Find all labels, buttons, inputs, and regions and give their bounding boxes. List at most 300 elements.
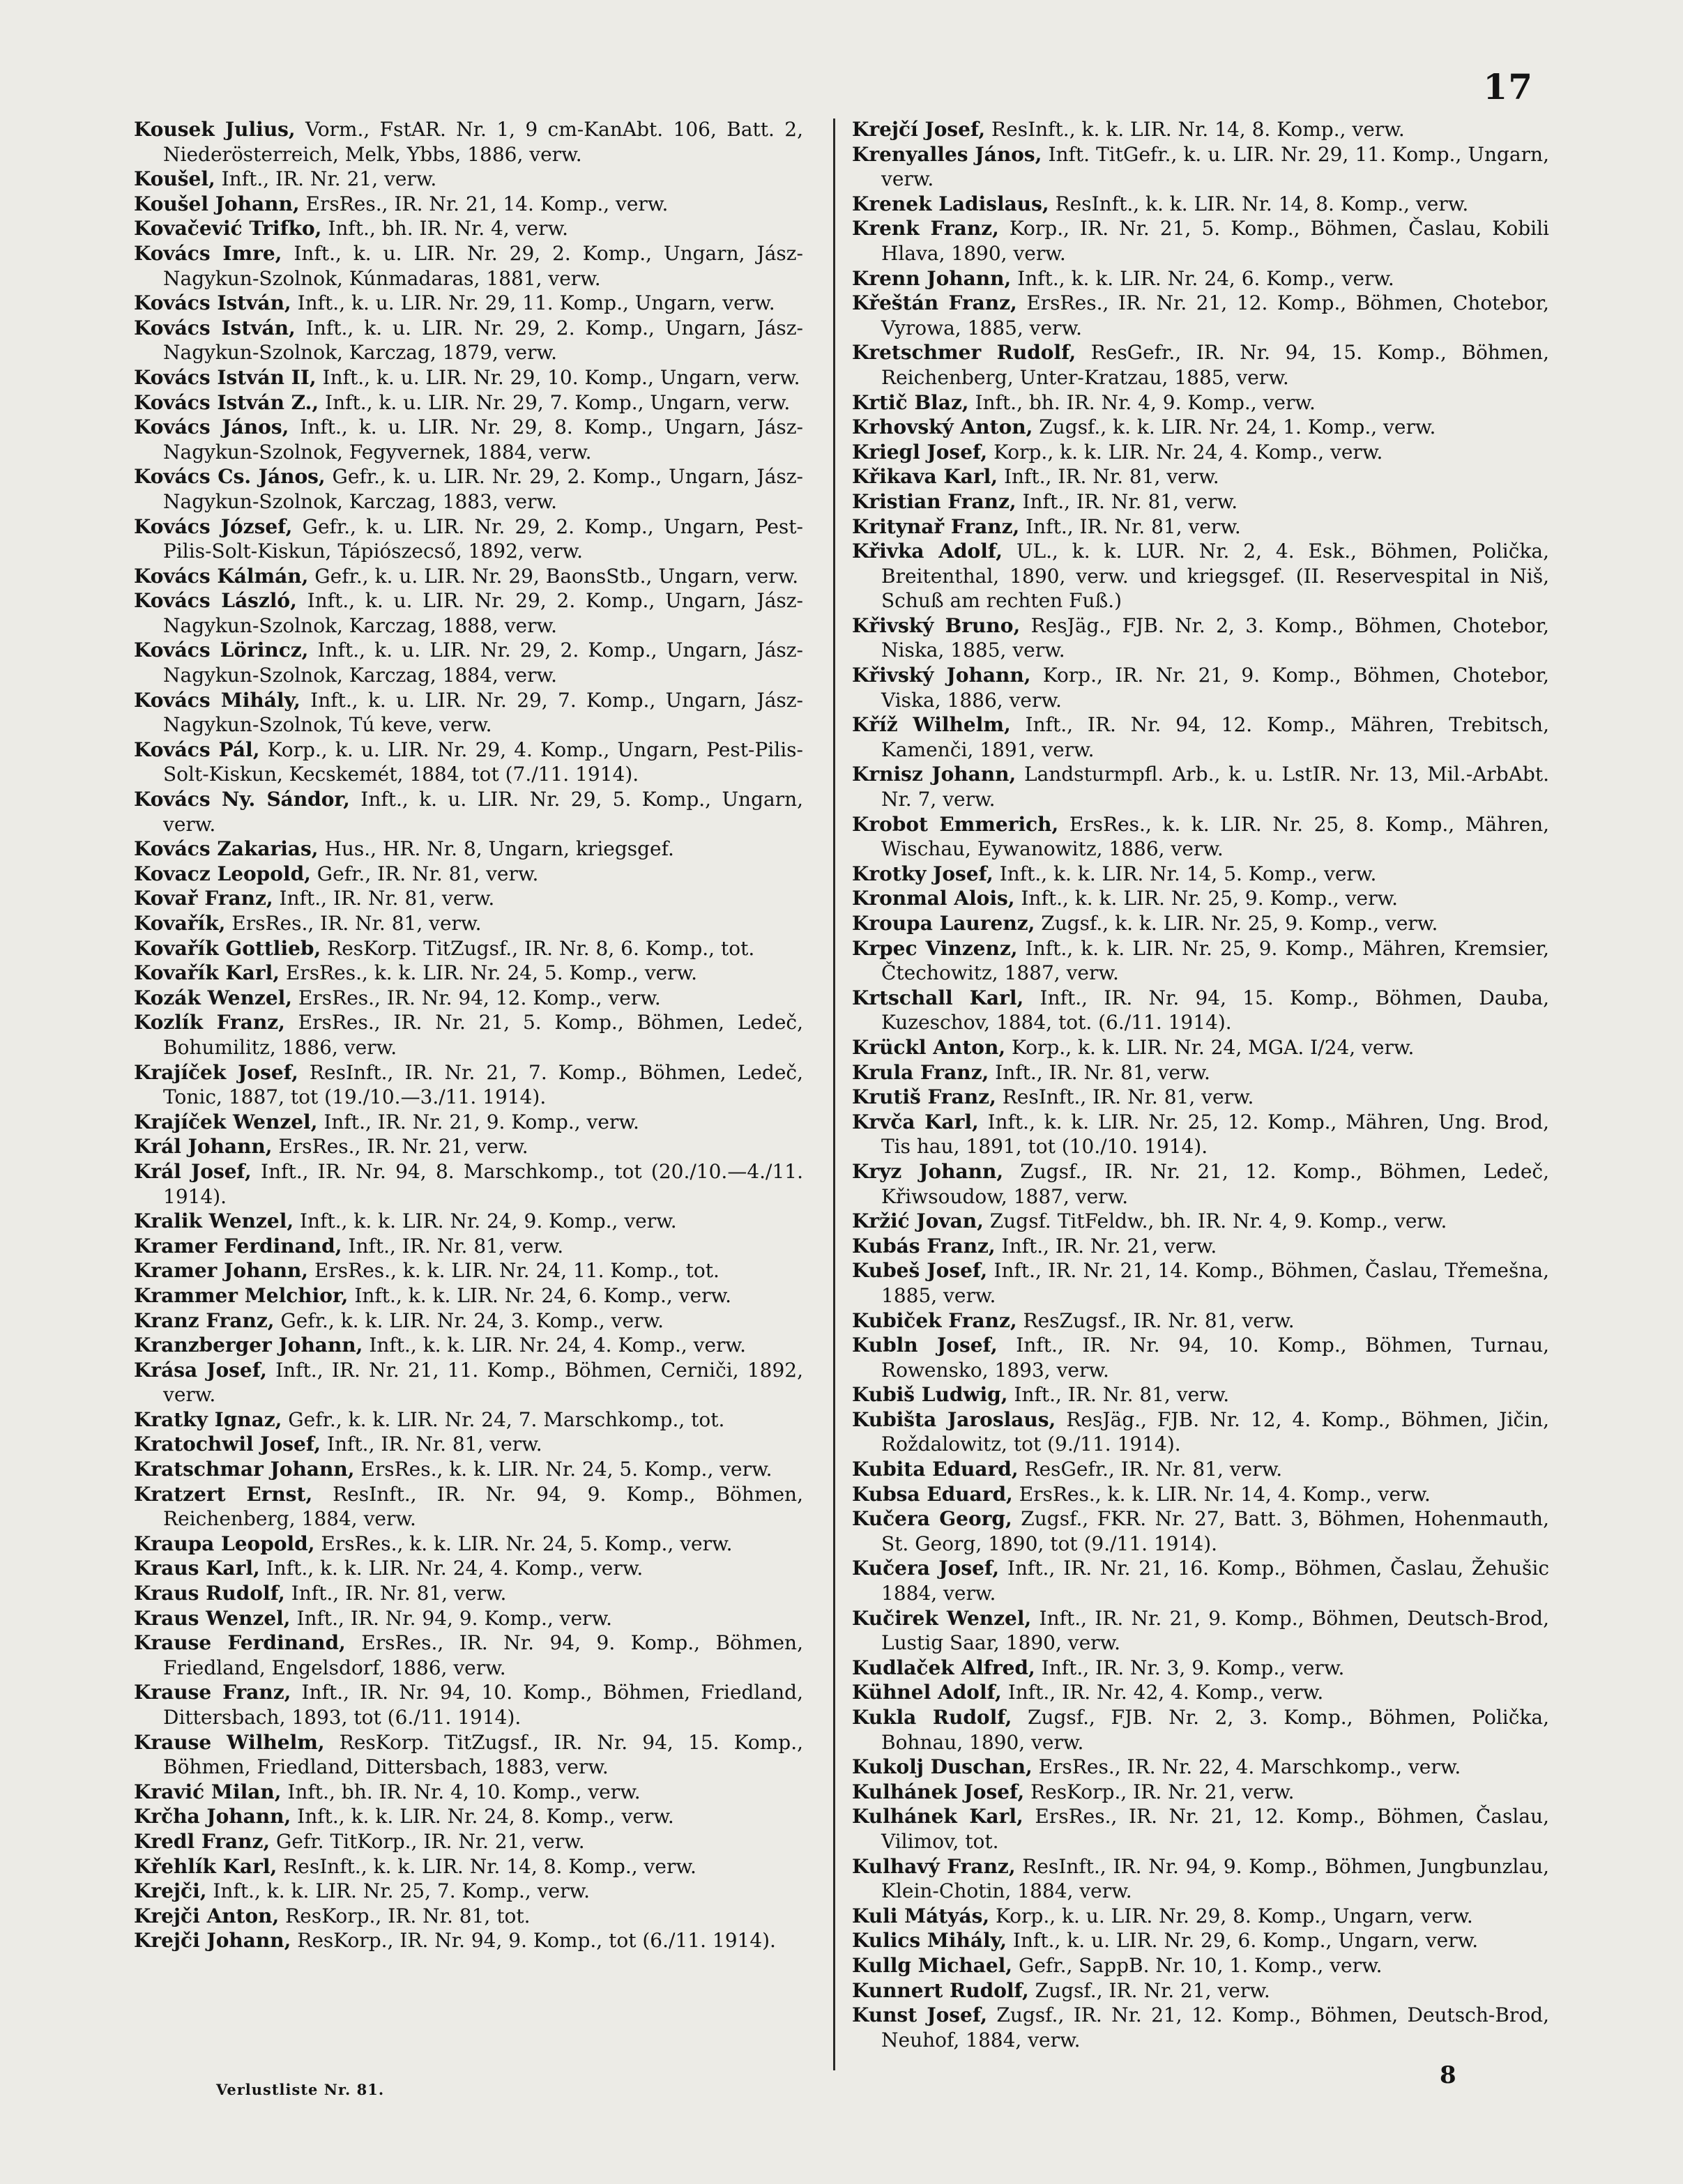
entry-details: ResKorp., IR. Nr. 94, 9. Komp., tot (6./11. 1914). [291,1929,776,1953]
entry-name: Krause Franz, [134,1681,291,1704]
entry-name: Krotky Josef, [852,862,993,885]
entry-details: Gefr., k. k. LIR. Nr. 24, 7. Marschkomp., tot. [282,1407,725,1431]
list-item [852,1506,1549,1556]
entry-name: Kudlaček Alfred, [852,1656,1035,1679]
entry-details: Inft., k. k. LIR. Nr. 24, 6. Komp., verw. [1011,266,1394,290]
list-item [134,1159,803,1209]
entry-details: Inft., IR. Nr. 3, 9. Komp., verw. [1035,1656,1345,1679]
list-item [134,1060,803,1110]
list-item [852,1904,1549,1929]
footer-issue-label: Verlustliste Nr. 81. [216,2081,385,2098]
list-item [852,663,1549,712]
entry-details: Inft., k. k. LIR. Nr. 24, 9. Komp., verw. [294,1209,677,1233]
entry-details: Inft., k. u. LIR. Nr. 29, 7. Komp., Ungarn, Jász-Nagykun-Szolnok, Tú keve, verw. [163,688,803,737]
entry-name: Krammer Melchior, [134,1283,349,1307]
entry-details: ResInft., IR. Nr. 21, 7. Komp., Böhmen, Ledeč, Tonic, 1887, tot (19./10.—3./11. 1914). [163,1060,803,1109]
entry-name: Kuli Mátyás, [852,1904,990,1927]
entry-details: ErsRes., IR. Nr. 81, verw. [225,912,482,935]
list-item [134,1631,803,1680]
entry-details: Inft., k. u. LIR. Nr. 29, 7. Komp., Ungarn, verw. [319,390,791,414]
list-item [852,142,1549,192]
entry-details: ErsRes., k. k. LIR. Nr. 24, 5. Komp., verw. [279,961,698,985]
list-item [852,1928,1549,1953]
list-item [134,1308,803,1334]
list-item [134,787,803,837]
entry-details: ResJäg., FJB. Nr. 2, 3. Komp., Böhmen, Chotebor, Niska, 1885, verw. [881,613,1549,662]
list-item [852,911,1549,936]
entry-details: Inft., k. k. LIR. Nr. 14, 5. Komp., verw. [993,862,1377,885]
list-item [134,514,803,564]
list-item [134,936,803,961]
entry-details: Inft., k. u. LIR. Nr. 29, 5. Komp., Ungarn, verw. [163,788,804,836]
entry-details: Landsturmpfl. Arb., k. u. LstIR. Nr. 13, Mil.-ArbAbt. Nr. 7, verw. [881,763,1549,811]
list-item [852,216,1549,266]
entry-name: Kranz Franz, [134,1308,275,1332]
entry-name: Krajíček Wenzel, [134,1110,318,1133]
list-item [852,192,1549,217]
entry-name: Kristian Franz, [852,489,1016,513]
entry-details: Inft., bh. IR. Nr. 4, 9. Komp., verw. [968,390,1316,414]
entry-details: Inft., IR. Nr. 81, verw. [342,1234,564,1258]
entry-name: Kulhánek Karl, [852,1805,1023,1828]
column-divider [833,119,835,2070]
entry-name: Krutiš Franz, [852,1085,996,1109]
list-item [134,1780,803,1805]
list-item [134,1209,803,1234]
entry-details: Inft., k. k. LIR. Nr. 24, 6. Komp., verw. [348,1283,731,1307]
entry-details: Inft., IR. Nr. 21, verw. [995,1234,1217,1258]
list-item [134,886,803,911]
list-item [134,1928,803,1953]
entry-details: ResInft., IR. Nr. 81, verw. [996,1085,1254,1109]
entry-details: ResGefr., IR. Nr. 81, verw. [1018,1458,1283,1481]
entry-name: Kozlík Franz, [134,1011,285,1034]
list-item [134,1532,803,1557]
list-item [852,291,1549,340]
right-column [852,117,1549,2052]
entry-details: Inft., k. u. LIR. Nr. 29, 6. Komp., Ungarn, verw. [1007,1929,1479,1953]
entry-details: Inft., IR. Nr. 94, 10. Komp., Böhmen, Friedland, Dittersbach, 1893, tot (6./11. 1914). [163,1681,803,1729]
list-item [852,1680,1549,1705]
list-item [134,365,803,390]
list-item [852,1978,1549,2003]
entry-name: Kovács István, [134,316,296,339]
entry-details: Inft., IR. Nr. 42, 4. Komp., verw. [1001,1681,1324,1704]
entry-details: Inft., k. k. LIR. Nr. 24, 4. Komp., verw. [259,1557,644,1580]
entry-name: Kovař Franz, [134,887,273,910]
entry-name: Krenn Johann, [852,266,1012,290]
entry-details: Zugsf., FKR. Nr. 27, Batt. 3, Böhmen, Hohenmauth, St. Georg, 1890, tot (9./11. 1914). [881,1507,1549,1555]
entry-details: Inft., k. k. LIR. Nr. 25, 7. Komp., verw. [206,1879,591,1903]
entry-name: Kovács Mihály, [134,688,300,712]
entry-name: Kovács Ny. Sándor, [134,788,350,811]
entry-name: Koušel, [134,167,215,191]
entry-name: Kratky Ignaz, [134,1407,282,1431]
entry-name: Kratschmar Johann, [134,1458,355,1481]
entry-name: Kraus Rudolf, [134,1582,285,1605]
list-item [134,1110,803,1135]
entry-name: Kovács Imre, [134,241,282,265]
list-item [134,738,803,787]
list-item [134,837,803,862]
list-item [852,514,1549,540]
entry-details: Inft., IR. Nr. 81, verw. [1019,514,1241,538]
entry-name: Křivský Johann, [852,664,1031,687]
entry-details: ErsRes., IR. Nr. 21, 5. Komp., Böhmen, Ledeč, Bohumilitz, 1886, verw. [163,1011,803,1059]
list-item [134,862,803,887]
entry-name: Kučirek Wenzel, [852,1606,1032,1630]
entry-name: Kubeš Josef, [852,1259,988,1283]
entry-name: Krtschall Karl, [852,986,1024,1009]
entry-name: Kovařík, [134,912,226,935]
entry-name: Kovács Kálmán, [134,564,309,588]
list-item [134,1804,803,1829]
entry-name: Kovačević Trifko, [134,217,322,240]
list-item [134,588,803,638]
entry-name: Krause Wilhelm, [134,1730,325,1754]
entry-name: Kukla Rudolf, [852,1706,1012,1729]
entry-name: Kovács István II, [134,365,317,389]
list-item [852,266,1549,291]
entry-details: Vorm., FstAR. Nr. 1, 9 cm-KanAbt. 106, Batt. 2, Niederösterreich, Melk, Ybbs, 1886, verw. [163,118,803,166]
entry-details: Zugsf., FJB. Nr. 2, 3. Komp., Böhmen, Polička, Bohnau, 1890, verw. [881,1706,1549,1754]
entry-details: Inft., IR. Nr. 94, 10. Komp., Böhmen, Turnau, Rowensko, 1893, verw. [881,1334,1549,1382]
list-item [852,489,1549,514]
entry-details: Gefr., k. u. LIR. Nr. 29, 2. Komp., Ungarn, Pest-Pilis-Solt-Kiskun, Tápiószecső, 1892, verw. [163,514,803,563]
entry-name: Kousek Julius, [134,118,296,141]
list-item [134,1358,803,1407]
entry-details: Korp., k. u. LIR. Nr. 29, 8. Komp., Ungarn, verw. [989,1904,1473,1927]
entry-name: Kulics Mihály, [852,1929,1007,1953]
entry-details: ResInft., IR. Nr. 94, 9. Komp., Böhmen, Reichenberg, 1884, verw. [163,1482,803,1531]
list-item [852,1457,1549,1482]
list-item [134,961,803,986]
entry-name: Kubiš Ludwig, [852,1383,1008,1407]
entry-details: Inft., bh. IR. Nr. 4, verw. [321,217,568,240]
entry-details: Inft., k. u. LIR. Nr. 29, 11. Komp., Ungarn, verw. [291,291,775,315]
entry-details: Gefr. TitKorp., IR. Nr. 21, verw. [270,1829,585,1853]
list-item [134,390,803,415]
entry-name: Kramer Johann, [134,1259,309,1283]
entry-details: Inft., IR. Nr. 81, verw. [998,465,1219,489]
entry-name: Krejči Anton, [134,1904,280,1927]
entry-name: Kovacz Leopold, [134,862,311,885]
entry-details: Inft., IR. Nr. 21, verw. [215,167,437,191]
entry-name: Kralik Wenzel, [134,1209,294,1233]
entry-name: Kubišta Jaroslaus, [852,1407,1056,1431]
entry-details: ErsRes., IR. Nr. 21, 12. Komp., Böhmen, Chotebor, Vyrowa, 1885, verw. [881,291,1549,339]
entry-name: Kovács János, [134,415,289,439]
entry-name: Kovács Lörincz, [134,639,309,662]
list-item [134,1854,803,1879]
list-item [852,440,1549,465]
entry-details: Inft., IR. Nr. 81, verw. [1016,489,1238,513]
list-item [134,1432,803,1457]
entry-name: Kravić Milan, [134,1780,282,1803]
entry-name: Kunst Josef, [852,2003,988,2027]
list-item [134,564,803,589]
entry-details: Inft., k. u. LIR. Nr. 29, 2. Komp., Ungarn, Jász-Nagykun-Szolnok, Karczag, 1879, verw. [163,316,803,365]
entry-details: Inft., IR. Nr. 21, 9. Komp., Böhmen, Deutsch-Brod, Lustig Saar, 1890, verw. [881,1606,1549,1655]
entry-name: Krčha Johann, [134,1805,291,1828]
list-item [134,1879,803,1904]
entry-details: Zugsf., IR. Nr. 21, 12. Komp., Böhmen, Deutsch-Brod, Neuhof, 1884, verw. [881,2003,1549,2052]
entry-details: Hus., HR. Nr. 8, Ungarn, kriegsgef. [318,837,674,861]
entry-name: Kritynař Franz, [852,514,1020,538]
entry-details: Zugsf., k. k. LIR. Nr. 24, 1. Komp., verw. [1033,415,1436,439]
list-item [852,1755,1549,1780]
footer-signature-number: 8 [1440,2061,1456,2089]
entry-name: Kovács Zakarias, [134,837,319,861]
list-item [852,1234,1549,1259]
entry-details: Inft., k. u. LIR. Nr. 29, 2. Komp., Ungarn, Jász-Nagykun-Szolnok, Karczag, 1884, verw. [163,639,803,687]
entry-name: Kovács István, [134,291,291,315]
entry-name: Kramer Ferdinand, [134,1234,342,1258]
entry-name: Kronmal Alois, [852,887,1015,910]
entry-details: Inft. TitGefr., k. u. LIR. Nr. 29, 11. Komp., Ungarn, verw. [881,142,1549,191]
entry-name: Kullg Michael, [852,1953,1013,1977]
entry-name: Kriegl Josef, [852,440,988,464]
entry-name: Křehlík Karl, [134,1854,277,1878]
list-item [852,117,1549,142]
list-item [134,1333,803,1358]
entry-details: UL., k. k. LUR. Nr. 2, 4. Esk., Böhmen, Polička, Breitenthal, 1890, verw. und kriegsgef. (II. Reservespital in Niš, Schuß am rechten Fuß.) [881,540,1550,613]
entry-details: ResInft., k. k. LIR. Nr. 14, 8. Komp., verw. [1049,192,1469,215]
entry-name: Král Josef, [134,1159,252,1183]
entry-details: ResKorp. TitZugsf., IR. Nr. 94, 15. Komp., Böhmen, Friedland, Dittersbach, 1883, verw. [163,1730,804,1779]
entry-name: Kraus Karl, [134,1557,260,1580]
entry-name: Kovács Cs. János, [134,465,326,489]
list-item [852,1382,1549,1407]
list-item [134,216,803,241]
list-item [134,1581,803,1606]
entry-name: Kratochwil Josef, [134,1433,321,1456]
entry-name: Krvča Karl, [852,1110,979,1133]
entry-name: Koušel Johann, [134,192,300,215]
entry-details: Inft., IR. Nr. 81, verw. [284,1582,507,1605]
entry-details: Gefr., SappB. Nr. 10, 1. Komp., verw. [1012,1953,1383,1977]
entry-details: Inft., IR. Nr. 21, 14. Komp., Böhmen, Časlau, Třemešna, 1885, verw. [881,1259,1549,1307]
entry-details: Zugsf., IR. Nr. 21, verw. [1028,1978,1270,2002]
entry-name: Kozák Wenzel, [134,986,293,1009]
entry-details: ResKorp., IR. Nr. 21, verw. [1024,1780,1295,1803]
entry-details: ResGefr., IR. Nr. 94, 15. Komp., Böhmen, Reichenberg, Unter-Kratzau, 1885, verw. [881,341,1549,389]
list-item [134,1606,803,1631]
entry-details: ResInft., k. k. LIR. Nr. 14, 8. Komp., verw. [277,1854,696,1878]
list-item [852,2003,1549,2052]
list-item [852,613,1549,663]
entry-name: Krajíček Josef, [134,1060,298,1084]
entry-details: Gefr., k. u. LIR. Nr. 29, BaonsStb., Ungarn, verw. [308,564,799,588]
entry-name: Kovařík Karl, [134,961,280,985]
entry-details: ResJäg., FJB. Nr. 12, 4. Komp., Böhmen, Jičin, Roždalowitz, tot (9./11. 1914). [881,1407,1549,1456]
list-item [852,1035,1549,1060]
entry-details: Inft., IR. Nr. 81, verw. [273,887,495,910]
entry-name: Kubiček Franz, [852,1308,1017,1332]
list-item [134,1556,803,1581]
entry-details: Inft., k. k. LIR. Nr. 25, 9. Komp., Mähren, Kremsier, Čtechowitz, 1887, verw. [881,936,1549,985]
list-item [852,340,1549,390]
entry-details: ResKorp. TitZugsf., IR. Nr. 8, 6. Komp., tot. [321,936,755,960]
list-item [852,1060,1549,1085]
entry-details: Inft., k. u. LIR. Nr. 29, 10. Komp., Ungarn, verw. [316,365,800,389]
list-item [134,1407,803,1433]
list-item [134,1829,803,1854]
entry-details: ErsRes., k. k. LIR. Nr. 25, 8. Komp., Mähren, Wischau, Eywanowitz, 1886, verw. [881,812,1550,861]
list-item [134,1680,803,1729]
entry-details: ErsRes., IR. Nr. 22, 4. Marschkomp., verw. [1032,1755,1461,1779]
list-item [134,167,803,192]
entry-name: Kubita Eduard, [852,1458,1019,1481]
list-item [134,1457,803,1482]
list-item [134,1283,803,1308]
entry-details: ErsRes., k. k. LIR. Nr. 24, 11. Komp., tot. [308,1259,719,1283]
entry-details: ResInft., k. k. LIR. Nr. 14, 8. Komp., verw. [985,118,1405,141]
list-item [134,1730,803,1780]
list-item [134,464,803,514]
entry-name: Kovács József, [134,514,293,538]
list-item [134,415,803,464]
entry-details: Inft., k. k. LIR. Nr. 25, 9. Komp., verw. [1014,887,1399,910]
entry-name: Kovařík Gottlieb, [134,936,321,960]
list-item [852,936,1549,986]
list-item [852,1159,1549,1209]
entry-name: Krejči Johann, [134,1929,291,1953]
entry-name: Krenek Ladislaus, [852,192,1049,215]
entry-details: ErsRes., IR. Nr. 94, 9. Komp., Böhmen, Friedland, Engelsdorf, 1886, verw. [163,1631,803,1679]
list-item [134,1010,803,1060]
entry-name: Kretschmer Rudolf, [852,341,1076,365]
entry-name: Kraupa Leopold, [134,1532,315,1555]
list-item [852,1780,1549,1805]
entry-details: Inft., k. u. LIR. Nr. 29, 8. Komp., Ungarn, Jász-Nagykun-Szolnok, Fegyvernek, 1884, verw. [163,415,803,464]
entry-details: Inft., IR. Nr. 94, 9. Komp., verw. [290,1606,612,1630]
entry-details: ErsRes., k. k. LIR. Nr. 14, 4. Komp., verw. [1012,1482,1431,1506]
entry-details: Zugsf., IR. Nr. 21, 12. Komp., Böhmen, Ledeč, Křiwsoudow, 1887, verw. [881,1159,1549,1208]
list-item [852,1308,1549,1334]
entry-name: Krenyalles János, [852,142,1042,166]
list-item [852,1482,1549,1507]
list-item [134,117,803,167]
entry-name: Kulhánek Josef, [852,1780,1025,1803]
entry-name: Krobot Emmerich, [852,812,1059,836]
entry-name: Křikava Karl, [852,465,998,489]
left-column [134,117,803,1953]
list-item [134,291,803,316]
entry-details: ErsRes., IR. Nr. 21, 14. Komp., verw. [299,192,669,215]
entry-details: ErsRes., IR. Nr. 21, 12. Komp., Böhmen, Časlau, Vilimov, tot. [881,1805,1549,1853]
list-item [852,1209,1549,1234]
list-item [852,1333,1549,1382]
list-item [852,1258,1549,1308]
page-number: 17 [1483,66,1533,107]
entry-details: Gefr., IR. Nr. 81, verw. [310,862,539,885]
entry-name: Krenk Franz, [852,217,999,240]
entry-details: Inft., IR. Nr. 94, 8. Marschkomp., tot (20./10.—4./11. 1914). [163,1159,803,1208]
entry-details: Inft., IR. Nr. 21, 16. Komp., Böhmen, Časlau, Žehušic 1884, verw. [881,1557,1550,1605]
entry-name: Kraus Wenzel, [134,1606,291,1630]
entry-details: Zugsf., k. k. LIR. Nr. 25, 9. Komp., verw. [1035,912,1438,935]
entry-name: Kučera Josef, [852,1557,1000,1580]
entry-details: Korp., k. k. LIR. Nr. 24, MGA. I/24, verw. [1005,1035,1415,1059]
list-item [852,1556,1549,1605]
entry-details: Inft., IR. Nr. 21, 11. Komp., Böhmen, Cerniči, 1892, verw. [163,1358,803,1407]
entry-details: Inft., IR. Nr. 94, 15. Komp., Böhmen, Dauba, Kuzeschov, 1884, tot. (6./11. 1914). [881,986,1549,1034]
entry-name: Kredl Franz, [134,1829,271,1853]
list-item [134,1134,803,1159]
entry-name: Kříž Wilhelm, [852,713,1011,737]
list-item [134,986,803,1011]
entry-details: ErsRes., k. k. LIR. Nr. 24, 5. Komp., verw. [314,1532,733,1555]
entry-details: Inft., bh. IR. Nr. 4, 10. Komp., verw. [281,1780,641,1803]
entry-name: Kovács László, [134,589,297,613]
entry-name: Kovács István Z., [134,390,319,414]
list-item [852,1606,1549,1656]
list-item [134,316,803,365]
list-item [852,862,1549,887]
entry-details: Inft., k. u. LIR. Nr. 29, 2. Komp., Ungarn, Jász-Nagykun-Szolnok, Kúnmadaras, 1881, verw. [163,241,803,290]
list-item [852,712,1549,762]
entry-name: Kunnert Rudolf, [852,1978,1029,2002]
entry-details: Inft., k. k. LIR. Nr. 25, 12. Komp., Mähren, Ung. Brod, Tis hau, 1891, tot (10./10. 1914). [881,1110,1549,1159]
list-item [852,762,1549,811]
list-item [134,1234,803,1259]
entry-name: Kubln Josef, [852,1334,998,1357]
entry-name: Kukolj Duschan, [852,1755,1033,1779]
entry-name: Kranzberger Johann, [134,1334,363,1357]
entry-details: Inft., IR. Nr. 81, verw. [321,1433,542,1456]
entry-name: Křivka Adolf, [852,540,1003,563]
list-item [852,539,1549,613]
list-item [852,812,1549,862]
entry-name: Krejčí Josef, [852,118,986,141]
entry-name: Krückl Anton, [852,1035,1006,1059]
list-item [852,1953,1549,1978]
list-item [852,886,1549,911]
entry-name: Křivský Bruno, [852,613,1021,637]
entry-details: Inft., IR. Nr. 81, verw. [989,1060,1210,1084]
list-item [852,1854,1549,1904]
list-item [134,1904,803,1929]
entry-details: Gefr., k. u. LIR. Nr. 29, 2. Komp., Ungarn, Jász-Nagykun-Szolnok, Karczag, 1883, verw. [163,465,803,513]
list-item [852,464,1549,489]
list-item [852,390,1549,415]
entry-name: Kubsa Eduard, [852,1482,1013,1506]
list-item [852,1085,1549,1110]
entry-details: Korp., IR. Nr. 21, 9. Komp., Böhmen, Chotebor, Viska, 1886, verw. [881,664,1549,712]
entry-name: Krnisz Johann, [852,763,1016,786]
list-item [852,415,1549,440]
entry-name: Kryz Johann, [852,1159,1004,1183]
list-item [852,1407,1549,1457]
entry-name: Kühnel Adolf, [852,1681,1002,1704]
entry-name: Krejči, [134,1879,207,1903]
entry-name: Kovács Pál, [134,738,260,761]
entry-details: Inft., k. k. LIR. Nr. 24, 4. Komp., verw. [363,1334,746,1357]
entry-details: Korp., k. k. LIR. Nr. 24, 4. Komp., verw. [987,440,1383,464]
entry-name: Kulhavý Franz, [852,1854,1016,1878]
entry-name: Krpec Vinzenz, [852,936,1018,960]
entry-details: Inft., IR. Nr. 81, verw. [1007,1383,1230,1407]
entry-details: ErsRes., IR. Nr. 21, verw. [272,1135,528,1159]
entry-details: Inft., IR. Nr. 94, 12. Komp., Mähren, Trebitsch, Kamenči, 1891, verw. [881,713,1549,761]
list-item [134,1258,803,1283]
list-item [134,638,803,687]
list-item [134,688,803,738]
entry-name: Krhovský Anton, [852,415,1033,439]
entry-name: Král Johann, [134,1135,273,1159]
list-item [852,1110,1549,1159]
